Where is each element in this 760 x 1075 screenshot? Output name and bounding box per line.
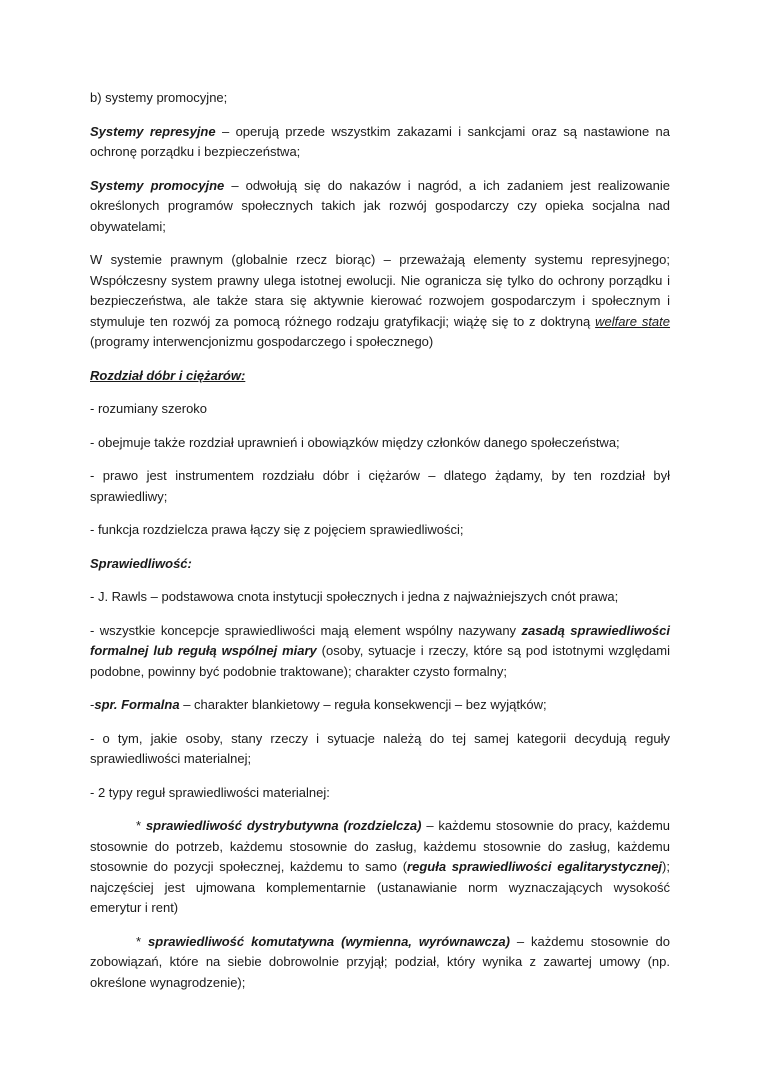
- term-komutatywna: sprawiedliwość komutatywna (wymienna, wyrównawcza): [148, 933, 510, 949]
- heading-sprawiedliwosc: [90, 554, 670, 575]
- term-welfare-state: welfare state: [595, 313, 671, 329]
- term-zasada-sprawiedliwosci-formalnej: zasadą sprawiedliwości formalnej lub regułą wspólnej miary: [90, 622, 670, 658]
- body-text: (programy interwencjonizmu gospodarczego i społecznego): [90, 334, 434, 349]
- item-komutatywna: [90, 932, 670, 994]
- body-text: W systemie prawnym (globalnie rzecz biorąc) – przeważają elementy systemu represyjnego; Współczesny system prawny ulega istotnej ewolucji. Nie ogranicza się tylko do ochrony porządku i bezpieczeństwa, ale także stara się aktywnie kierować rozwojem gospodarczym i społecznym i stymuluje ten rozwój za pomocą różnego rodzaju gratyfikacji; wiążę się to z doktryną: [90, 252, 670, 329]
- asterisk-prefix: *: [136, 933, 149, 949]
- bullet-text: - o tym, jakie osoby, stany rzeczy i sytuacje należą do tej samej kategorii decydują reguły sprawiedliwości materialnej;: [90, 730, 670, 766]
- bullet-funkcja-rozdzielcza: [90, 520, 670, 541]
- bullet-text: (osoby, sytuacje i rzeczy, które są pod istotnymi względami podobne, powinny być podobnie traktowane); charakter czysto formalny;: [90, 643, 671, 679]
- section-heading: Sprawiedliwość:: [90, 555, 192, 571]
- bullet-prefix: -: [90, 697, 95, 712]
- paragraph-system-prawny: [90, 250, 670, 353]
- bullet-text: - rozumiany szeroko: [90, 401, 208, 416]
- item-text: ); najczęściej jest ujmowana komplementarnie (ustanawianie norm wyznaczających wysokość emerytur i rent): [90, 859, 670, 915]
- term-dystrybutywna: sprawiedliwość dystrybutywna (rozdzielcza): [145, 818, 422, 833]
- bullet-text: - obejmuje także rozdział uprawnień i obowiązków między członków danego społeczeństwa;: [90, 434, 620, 450]
- heading-rozdzial-dobr: [90, 366, 670, 387]
- item-dystrybutywna: [90, 816, 670, 919]
- asterisk-prefix: *: [136, 818, 146, 833]
- term-spr-formalna: spr. Formalna: [94, 697, 180, 712]
- bullet-2-typy: [90, 783, 670, 804]
- paragraph-systemy-promocyjne: [90, 176, 670, 238]
- term-egalitarystyczna: reguła sprawiedliwości egalitarystycznej: [407, 859, 663, 874]
- section-heading: Rozdział dóbr i ciężarów:: [90, 367, 246, 383]
- list-item-text: b) systemy promocyjne;: [90, 90, 228, 105]
- term-systemy-represyjne: Systemy represyjne: [90, 123, 216, 139]
- bullet-spr-formalna: [90, 695, 670, 716]
- term-systemy-promocyjne: Systemy promocyjne: [90, 177, 225, 193]
- definition-text: – operują przede wszystkim zakazami i sankcjami oraz są nastawione na ochronę porządku i bezpieczeństwa;: [90, 123, 670, 159]
- item-text: – każdemu stosownie do pracy, każdemu stosownie do potrzeb, każdemu stosownie do zasług, każdemu stosownie do zasług, każdemu stosownie do pozycji społecznej, każdemu to samo (: [90, 818, 670, 874]
- bullet-koncepcje: [90, 621, 670, 683]
- bullet-rozumiany-szeroko: [90, 399, 670, 420]
- bullet-text: - prawo jest instrumentem rozdziału dóbr i ciężarów – dlatego żądamy, by ten rozdział był sprawiedliwy;: [90, 468, 670, 504]
- bullet-text: - J. Rawls – podstawowa cnota instytucji społecznych i jedna z najważniejszych cnót prawa;: [90, 589, 619, 604]
- bullet-text: – charakter blankietowy – reguła konsekwencji – bez wyjątków;: [179, 697, 547, 712]
- document-page: [90, 88, 670, 1006]
- definition-text: – odwołują się do nakazów i nagród, a ich zadaniem jest realizowanie określonych programów społecznych takich jak rozwój gospodarczy czy opieka socjalna nad obywatelami;: [90, 177, 670, 234]
- bullet-o-tym: [90, 729, 670, 770]
- bullet-text: - funkcja rozdzielcza prawa łączy się z pojęciem sprawiedliwości;: [90, 522, 464, 537]
- bullet-rawls: [90, 587, 670, 608]
- bullet-prawo-instrumentem: [90, 466, 670, 507]
- bullet-obejmuje: [90, 433, 670, 454]
- paragraph-systemy-promocyjne-item: [90, 88, 670, 109]
- item-text: – każdemu stosownie do zobowiązań, które na siebie dobrowolnie przyjął; podział, który wynika z zawartej umowy (np. określone wynagrodzenie);: [90, 933, 670, 990]
- bullet-text: - 2 typy reguł sprawiedliwości materialnej:: [90, 784, 330, 800]
- paragraph-systemy-represyjne: [90, 122, 670, 163]
- bullet-text: - wszystkie koncepcje sprawiedliwości mają element wspólny nazywany: [90, 622, 522, 638]
